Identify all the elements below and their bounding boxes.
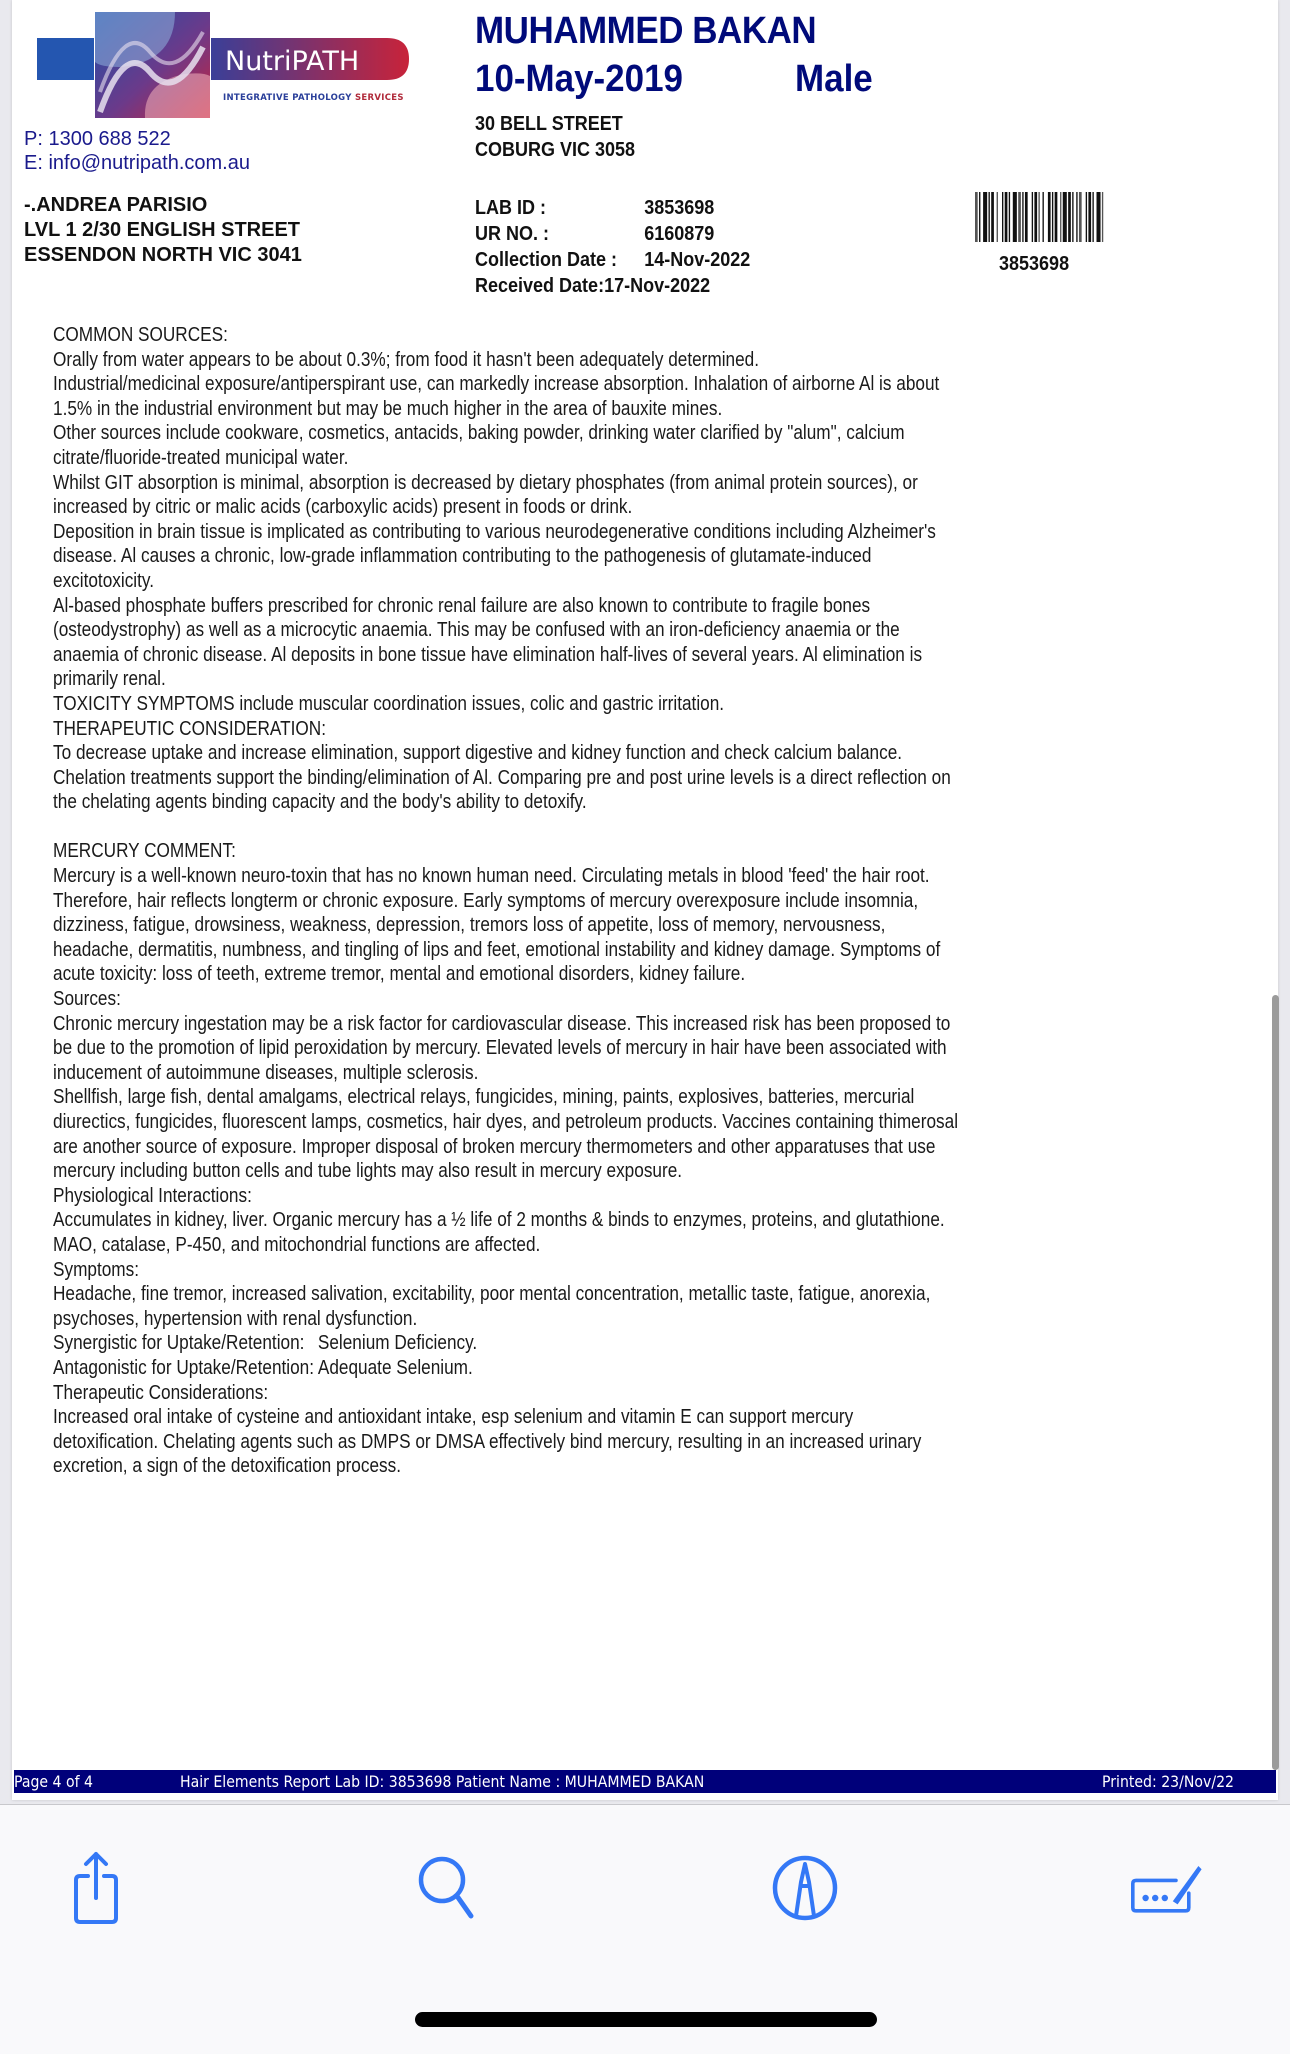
- comment-line: diurectics, fungicides, fluorescent lamps, cosmetics, hair dyes, and petroleum products. Vaccines containing thimerosal: [53, 1111, 959, 1133]
- collection-date-value: 14-Nov-2022: [644, 249, 751, 271]
- vertical-scrollbar[interactable]: [1272, 995, 1279, 1770]
- nutripath-logo: [25, 12, 410, 120]
- comment-line: increased by citric or malic acids (carboxylic acids) present in foods or drink.: [53, 496, 633, 519]
- barcode-bar: [1060, 192, 1061, 242]
- antagonistic-row-value: Adequate Selenium.: [317, 1356, 473, 1379]
- patient-address: [475, 111, 635, 163]
- comment-line: Sources:: [53, 988, 121, 1011]
- synergistic-row: [53, 1331, 1085, 1356]
- barcode-bar: [1076, 192, 1077, 242]
- comment-line: mercury including button cells and tube lights may also result in mercury exposure.: [53, 1160, 683, 1183]
- comment-line: Increased oral intake of cysteine and antioxidant intake, esp selenium and vitamin E can support mercury: [53, 1406, 854, 1429]
- barcode-bar: [1043, 192, 1044, 242]
- barcode-bar: [1034, 192, 1037, 242]
- barcode-bar: [989, 192, 990, 242]
- collection-date-row: [475, 247, 750, 273]
- barcode-bar: [1068, 192, 1071, 242]
- patient-address-line1: 30 BELL STREET: [475, 113, 623, 135]
- lab-id-row: [475, 195, 750, 221]
- barcode-bar: [1055, 192, 1058, 242]
- comment-line: Shellfish, large fish, dental amalgams, electrical relays, fungicides, mining, paints, explosives, batteries, mercurial: [53, 1086, 915, 1109]
- lab-id-value: 3853698: [644, 197, 715, 219]
- comment-line: Industrial/medicinal exposure/antiperspirant use, can markedly increase absorption. Inhalation of airborne Al is about: [53, 373, 940, 396]
- barcode: [975, 192, 1143, 242]
- doctor-name: -.ANDREA PARISIO: [24, 194, 208, 216]
- lab-contact: [24, 127, 250, 175]
- barcode-bar: [991, 192, 994, 242]
- comment-line: THERAPEUTIC CONSIDERATION:: [53, 717, 326, 740]
- barcode-bar: [1048, 192, 1051, 242]
- barcode-bar: [1086, 192, 1087, 242]
- comment-line: inducement of autoimmune diseases, multiple sclerosis.: [53, 1061, 479, 1084]
- comment-line: are another source of exposure. Improper disposal of broken mercury thermometers and other apparatuses that use: [53, 1135, 936, 1158]
- barcode-bar: [1052, 192, 1053, 242]
- comment-line: Al-based phosphate buffers prescribed for chronic renal failure are also known to contribute to fragile bones: [53, 594, 871, 617]
- barcode-bar: [1002, 192, 1003, 242]
- barcode-bar: [1102, 192, 1103, 242]
- comment-line: Deposition in brain tissue is implicated as contributing to various neurodegenerative conditions including Alzheimer's: [53, 520, 936, 543]
- specimen-details: [475, 195, 750, 299]
- comment-line: acute toxicity: loss of teeth, extreme tremor, mental and emotional disorders, kidney failure.: [53, 963, 746, 986]
- comment-line: MAO, catalase, P-450, and mitochondrial functions are affected.: [53, 1233, 541, 1256]
- barcode-bar: [1018, 192, 1021, 242]
- patient-name: MUHAMMED BAKAN: [475, 10, 817, 52]
- comment-line: primarily renal.: [53, 668, 166, 691]
- comment-line: headache, dermatitis, numbness, and tingling of lips and feet, emotional instability and kidney damage. Symptoms of: [53, 938, 941, 961]
- antagonistic-row: [53, 1356, 1085, 1381]
- comment-line: COMMON SOURCES:: [53, 324, 228, 346]
- share-button[interactable]: [56, 1845, 136, 1935]
- barcode-bar: [1005, 192, 1008, 242]
- comment-line: dizziness, fatigue, drowsiness, weakness, depression, tremors loss of appetite, loss of memory, nervousness,: [53, 914, 886, 937]
- barcode-bar: [1088, 192, 1091, 242]
- comment-line: disease. Al causes a chronic, low-grade inflammation contributing to the pathogenesis of glutamate-induced: [53, 545, 872, 568]
- comment-line: Chelation treatments support the binding/elimination of Al. Comparing pre and post urine levels is a direct reflection on: [53, 766, 951, 789]
- barcode-bar: [1079, 192, 1082, 242]
- synergistic-row-value: Selenium Deficiency.: [317, 1332, 478, 1355]
- comment-line: Therapeutic Considerations:: [53, 1381, 269, 1404]
- comment-line: detoxification. Chelating agents such as DMPS or DMSA effectively bind mercury, resulting in an increased urinary: [53, 1430, 922, 1453]
- signature-button[interactable]: [1128, 1845, 1208, 1935]
- barcode-bar: [1072, 192, 1073, 242]
- comment-line: Therefore, hair reflects longterm or chronic exposure. Early symptoms of mercury overexposure include insomnia,: [53, 889, 919, 912]
- comment-line: 1.5% in the industrial environment but may be much higher in the area of bauxite mines.: [53, 397, 723, 420]
- received-date-label: Received Date:: [475, 275, 605, 297]
- received-date-row: [475, 273, 750, 299]
- comment-line: Other sources include cookware, cosmetics, antacids, baking powder, drinking water clarified by "alum", calcium: [53, 422, 905, 445]
- comment-line: citrate/fluoride-treated municipal water.: [53, 446, 349, 469]
- referring-doctor: [24, 193, 302, 268]
- comment-line: anaemia of chronic disease. Al deposits in bone tissue have elimination half-lives of several years. Al elimination is: [53, 643, 923, 666]
- barcode-bar: [1022, 192, 1023, 242]
- barcode-bar: [1009, 192, 1010, 242]
- lab-phone[interactable]: P: 1300 688 522: [24, 128, 171, 150]
- logo-brand-text: NutriPATH: [225, 46, 360, 77]
- search-icon: [413, 1850, 483, 1930]
- home-indicator[interactable]: [415, 2012, 877, 2027]
- comment-line: TOXICITY SYMPTOMS include muscular coordination issues, colic and gastric irritation.: [53, 692, 725, 715]
- barcode-number: 3853698: [999, 253, 1070, 275]
- signature-icon: [1128, 1850, 1208, 1930]
- footer-printed-date: Printed: 23/Nov/22: [1102, 1772, 1235, 1791]
- barcode-bar: [1038, 192, 1039, 242]
- ur-no-label: UR NO. :: [475, 223, 549, 245]
- comment-line: excretion, a sign of the detoxification process.: [53, 1455, 402, 1478]
- comment-line: Headache, fine tremor, increased salivation, excitability, poor mental concentration, metallic taste, fatigue, anorexia,: [53, 1283, 931, 1306]
- barcode-bar: [1097, 192, 1101, 242]
- comment-line: excitotoxicity.: [53, 569, 155, 592]
- barcode-bar: [975, 192, 978, 242]
- antagonistic-row-label: Antagonistic for Uptake/Retention:: [53, 1356, 315, 1379]
- barcode-bar: [983, 192, 987, 242]
- barcode-bar: [1063, 192, 1067, 242]
- search-button[interactable]: [408, 1845, 488, 1935]
- lab-email[interactable]: E: info@nutripath.com.au: [24, 152, 250, 174]
- collection-date-label: Collection Date :: [475, 249, 618, 271]
- barcode-bar: [1013, 192, 1017, 242]
- comment-line: Whilst GIT absorption is minimal, absorption is decreased by dietary phosphates (from animal protein sources), or: [53, 471, 918, 494]
- comment-line: Mercury is a well-known neuro-toxin that has no known human need. Circulating metals in blood 'feed' the hair root.: [53, 865, 930, 888]
- doctor-address-line2: ESSENDON NORTH VIC 3041: [24, 244, 302, 266]
- report-comments: [53, 323, 1253, 1479]
- markup-icon: [770, 1850, 840, 1930]
- patient-address-line2: COBURG VIC 3058: [475, 139, 636, 161]
- patient-dob: 10-May-2019: [475, 58, 683, 100]
- comment-line: Orally from water appears to be about 0.3%; from food it hasn't been adequately determined.: [53, 348, 760, 371]
- report-footer-bar: [14, 1770, 1276, 1793]
- comment-line: (osteodystrophy) as well as a microcytic anaemia. This may be confused with an iron-deficiency anaemia or the: [53, 619, 900, 642]
- comment-line: be due to the promotion of lipid peroxidation by mercury. Elevated levels of mercury in hair have been associated with: [53, 1037, 947, 1060]
- lab-id-label: LAB ID :: [475, 197, 547, 219]
- paragraph-gap: [53, 815, 1253, 840]
- comment-line: To decrease uptake and increase elimination, support digestive and kidney function and check calcium balance.: [53, 742, 903, 765]
- ur-no-row: [475, 221, 750, 247]
- ur-no-value: 6160879: [644, 223, 715, 245]
- comment-line: Accumulates in kidney, liver. Organic mercury has a ½ life of 2 months & binds to enzymes, proteins, and glutathione.: [53, 1209, 945, 1232]
- synergistic-row-label: Synergistic for Uptake/Retention:: [53, 1332, 305, 1355]
- comment-line: Physiological Interactions:: [53, 1184, 252, 1207]
- barcode-bar: [979, 192, 980, 242]
- barcode-bar: [1092, 192, 1093, 242]
- share-icon: [66, 1850, 126, 1930]
- barcode-bar: [1032, 192, 1033, 242]
- report-page: [12, 0, 1278, 1800]
- received-date-value: 17-Nov-2022: [604, 275, 711, 297]
- comment-line: MERCURY COMMENT:: [53, 840, 236, 863]
- barcode-bar: [997, 192, 998, 242]
- barcode-bar: [1025, 192, 1028, 242]
- footer-page-number: Page 4 of 4: [14, 1772, 94, 1791]
- comment-line: psychoses, hypertension with renal dysfunction.: [53, 1307, 418, 1330]
- markup-button[interactable]: [765, 1845, 845, 1935]
- comment-line: the chelating agents binding capacity and the body's ability to detoxify.: [53, 791, 587, 814]
- svg-text:INTEGRATIVE PATHOLOGY SERVICES: INTEGRATIVE PATHOLOGY SERVICES: [223, 93, 404, 103]
- patient-sex: Male: [795, 58, 873, 100]
- doctor-address-line1: LVL 1 2/30 ENGLISH STREET: [24, 219, 300, 241]
- footer-report-info: Hair Elements Report Lab ID: 3853698 Patient Name : MUHAMMED BAKAN: [180, 1772, 705, 1791]
- comment-line: Chronic mercury ingestation may be a risk factor for cardiovascular disease. This increased risk has been proposed to: [53, 1012, 951, 1035]
- comment-line: Symptoms:: [53, 1258, 140, 1281]
